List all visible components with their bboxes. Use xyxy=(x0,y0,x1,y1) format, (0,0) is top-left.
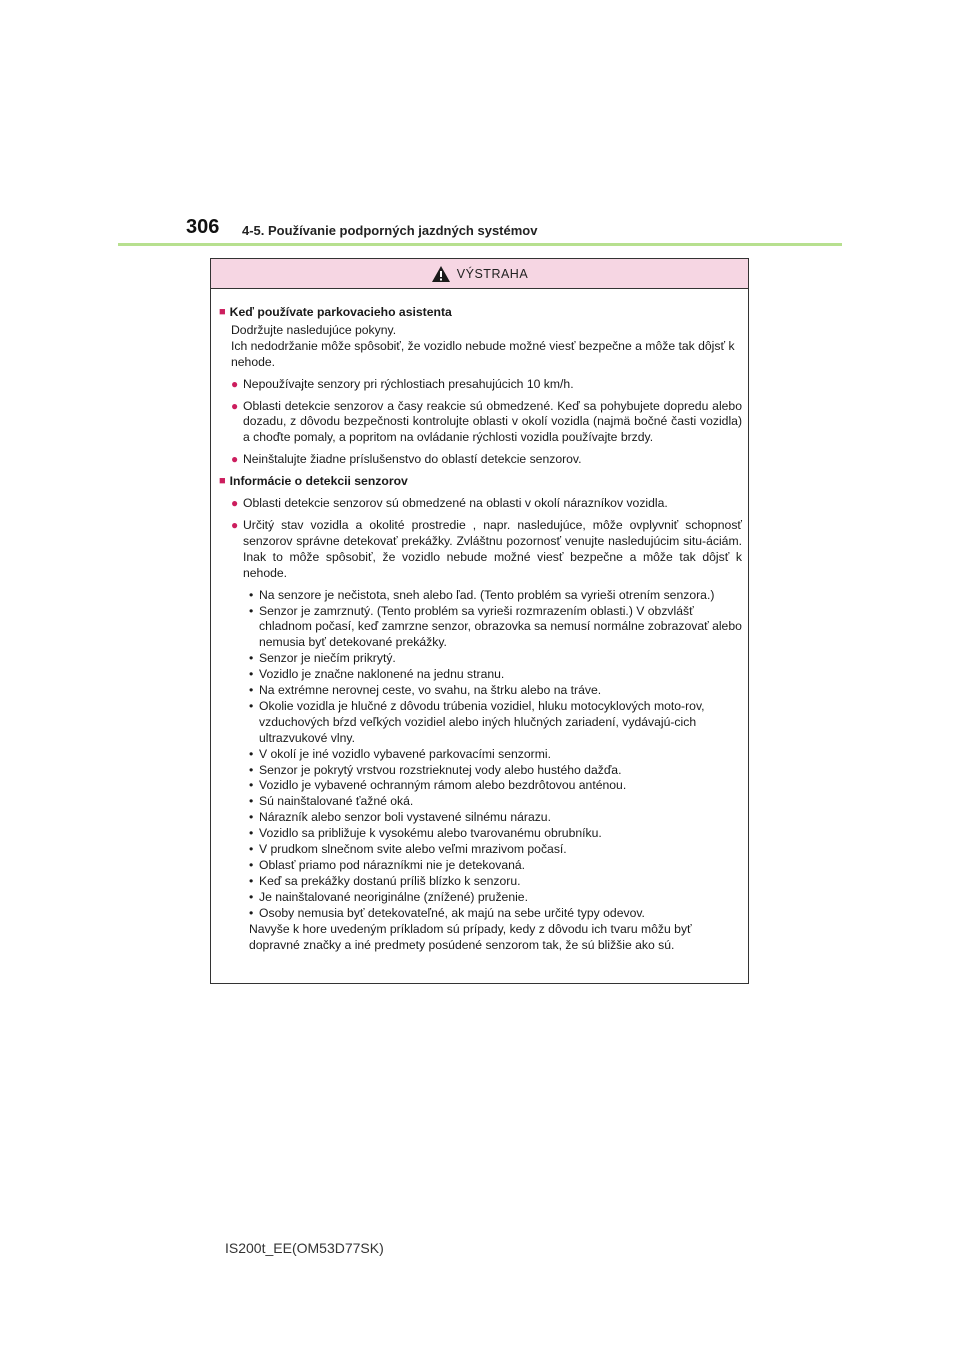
square-bullet-icon: ■ xyxy=(219,306,226,318)
condition-item: • Senzor je zamrznutý. (Tento problém sa vyrieši rozmrazením oblasti.) V obzvlášť chladnom počasí, keď zamrzne senzor, obrazovka sa nemusí normálne zobrazovať alebo nemusia byť detekované prekážky. xyxy=(249,603,742,650)
condition-item: • Okolie vozidla je hlučné z dôvodu trúbenia vozidiel, hluku motocyklových moto-rov, vzduchových bŕzd veľkých vozidiel alebo iných hlučných zariadení, vydávajú-cich ultrazvukové vlny. xyxy=(245,699,742,747)
condition-text: Na extrémne nerovnej ceste, vo svahu, na štrku alebo na tráve. xyxy=(259,683,602,698)
list-item-text: Oblasti detekcie senzorov sú obmedzené na oblasti v okolí nárazníkov vozidla. xyxy=(243,496,668,511)
condition-item: • V okolí je iné vozidlo vybavené parkovacími senzormi. xyxy=(245,747,742,763)
circle-bullet-icon: ● xyxy=(231,496,239,511)
condition-item: • V prudkom slnečnom svite alebo veľmi mrazivom počasí. xyxy=(245,842,742,858)
condition-item: • Vozidlo je značne naklonené na jednu stranu. xyxy=(245,667,742,683)
condition-text: Osoby nemusia byť detekovateľné, ak majú na sebe určité typy odevov. xyxy=(259,905,645,920)
list-item xyxy=(219,377,742,393)
condition-text: Senzor je zamrznutý. (Tento problém sa vyrieši rozmrazením oblasti.) V obzvlášť chladnom počasí, keď zamrzne senzor, obrazovka sa nemusí normálne zobrazovať alebo nemusia byť detekované prekážky. xyxy=(259,603,742,650)
condition-item: • Vozidlo sa približuje k vysokému alebo tvarovanému obrubníku. xyxy=(245,826,742,842)
circle-bullet-icon: ● xyxy=(231,452,239,467)
list-item xyxy=(219,452,742,468)
square-bullet-icon: ■ xyxy=(219,475,226,488)
condition-text: Keď sa prekážky dostanú príliš blízko k senzoru. xyxy=(259,873,521,888)
section-heading xyxy=(219,305,742,321)
list-item-text: Určitý stav vozidla a okolité prostredie , napr. nasledujúce, môže ovplyvniť schopnosť senzorov správne detekovať prekážky. Zvláštnu pozornosť venujte nasledujúcim situ-áciám. Inak to môže spôsobiť, že vozidlo nebude možné viesť bezpečne a môže tak dôjsť k nehode. xyxy=(243,517,742,580)
list-item xyxy=(219,518,742,582)
condition-text: Je nainštalované neoriginálne (znížené) pruženie. xyxy=(259,889,528,904)
closing-note: Navyše k hore uvedeným príkladom sú prípady, kedy z dôvodu ich tvaru môžu byť dopravné značky a iné predmety posúdené senzorom tak, že sú bližšie ako sú. xyxy=(249,921,692,952)
condition-item: • Senzor je pokrytý vrstvou rozstrieknutej vody alebo hustého dažďa. xyxy=(245,763,742,779)
circle-bullet-icon: ● xyxy=(231,376,239,391)
condition-item: • Sú nainštalované ťažné oká. xyxy=(245,794,742,810)
condition-text: Senzor je pokrytý vrstvou rozstrieknutej vody alebo hustého dažďa. xyxy=(259,762,622,777)
list-item xyxy=(219,496,742,512)
condition-text: Oblasť priamo pod nárazníkmi nie je detekovaná. xyxy=(259,858,526,872)
condition-list xyxy=(219,588,742,922)
condition-text: V okolí je iné vozidlo vybavené parkovacími senzormi. xyxy=(259,746,551,761)
condition-text: Okolie vozidla je hlučné z dôvodu trúbenia vozidiel, hluku motocyklových moto-rov, vzduchových bŕzd veľkých vozidiel alebo iných hlučných zariadení, vydávajú-cich ultrazvukové vlny. xyxy=(259,698,705,745)
condition-item: • Oblasť priamo pod nárazníkmi nie je detekovaná. xyxy=(245,858,742,874)
section-heading-text: Keď používate parkovacieho asistenta xyxy=(229,305,452,319)
condition-text: Vozidlo je vybavené ochranným rámom alebo bezdrôtovou anténou. xyxy=(259,778,627,793)
intro-line-2: Ich nedodržanie môže spôsobiť, že vozidlo nebude možné viesť bezpečne a môže tak dôjsť k nehode. xyxy=(231,338,735,369)
condition-text: Vozidlo je značne naklonené na jednu stranu. xyxy=(259,667,505,682)
condition-item: • Na extrémne nerovnej ceste, vo svahu, na štrku alebo na tráve. xyxy=(245,683,742,699)
condition-item: • Na senzore je nečistota, sneh alebo ľad. (Tento problém sa vyrieši otrením senzora.) xyxy=(245,588,742,604)
intro-line-1: Dodržujte nasledujúce pokyny. xyxy=(231,322,397,337)
condition-item: • Nárazník alebo senzor boli vystavené silnému nárazu. xyxy=(245,810,742,826)
condition-text: Vozidlo sa približuje k vysokému alebo tvarovanému obrubníku. xyxy=(259,826,602,841)
condition-item: • Vozidlo je vybavené ochranným rámom alebo bezdrôtovou anténou. xyxy=(245,778,742,794)
circle-bullet-icon: ● xyxy=(231,398,239,413)
condition-item: • Osoby nemusia byť detekovateľné, ak majú na sebe určité typy odevov. xyxy=(245,906,742,922)
section-title: 4-5. Používanie podporných jazdných systémov xyxy=(242,223,538,238)
condition-item: • Senzor je niečím prikrytý. xyxy=(245,651,742,667)
section-heading xyxy=(219,474,742,490)
section-heading-text: Informácie o detekcii senzorov xyxy=(229,474,408,489)
warning-title: VÝSTRAHA xyxy=(456,266,529,281)
warning-triangle-icon xyxy=(431,265,451,283)
list-item-text: Neinštalujte žiadne príslušenstvo do oblastí detekcie senzorov. xyxy=(243,452,582,467)
warning-box xyxy=(210,258,749,984)
condition-text: Na senzore je nečistota, sneh alebo ľad. (Tento problém sa vyrieši otrením senzora.) xyxy=(259,587,715,602)
circle-bullet-icon: ● xyxy=(231,517,239,532)
condition-text: Sú nainštalované ťažné oká. xyxy=(259,794,414,809)
condition-item: • Keď sa prekážky dostanú príliš blízko k senzoru. xyxy=(245,874,742,890)
warning-header xyxy=(211,259,748,289)
page-number: 306 xyxy=(186,216,220,238)
list-item-text: Oblasti detekcie senzorov a časy reakcie sú obmedzené. Keď sa pohybujete dopredu alebo dozadu, z dôvodu bezpečnosti kontrolujte oblasti v okolí vozidla (najmä bočné časti vozidla) a choďte pomaly, a popritom na ovládanie rýchlosti vozidla používajte brzdy. xyxy=(243,398,742,445)
list-item xyxy=(219,399,742,447)
condition-text: V prudkom slnečnom svite alebo veľmi mrazivom počasí. xyxy=(259,842,567,857)
condition-item: • Je nainštalované neoriginálne (znížené) pruženie. xyxy=(245,890,742,906)
warning-body xyxy=(211,289,748,953)
manual-code: IS200t_EE(OM53D77SK) xyxy=(225,1240,384,1256)
intro-text xyxy=(219,323,742,371)
list-item-text: Nepoužívajte senzory pri rýchlostiach presahujúcich 10 km/h. xyxy=(243,376,574,391)
condition-text: Senzor je niečím prikrytý. xyxy=(259,651,396,666)
condition-text: Nárazník alebo senzor boli vystavené silnému nárazu. xyxy=(259,810,551,825)
page-header xyxy=(0,0,960,260)
header-divider xyxy=(118,243,842,246)
